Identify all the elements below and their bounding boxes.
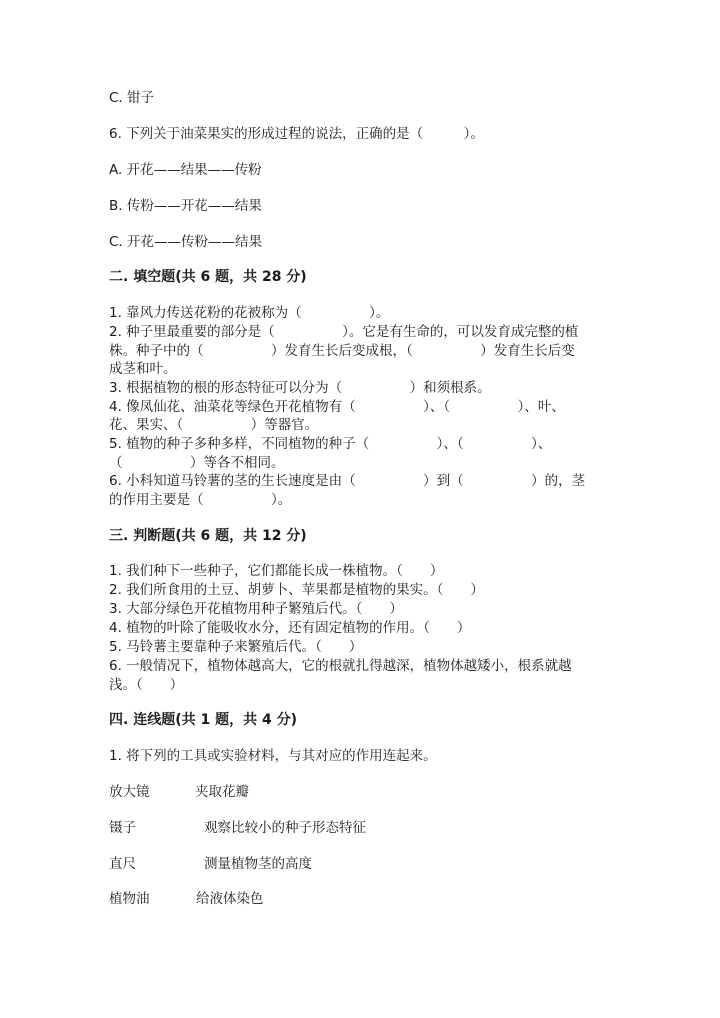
fill-line: 的作用主要是（ ）。 — [109, 492, 292, 508]
judge-line: 3. 大部分绿色开花植物用种子繁殖后代。（ ） — [109, 601, 403, 617]
match-question: 1. 将下列的工具或实验材料，与其对应的作用连起来。 — [109, 748, 437, 764]
fill-line: 4. 像凤仙花、油菜花等绿色开花植物有（ ）、（ ）、叶、 — [109, 399, 565, 415]
match-right-item: 给液体染色 — [196, 891, 264, 907]
judge-line: 6. 一般情况下，植物体越高大，它的根就扎得越深，植物体越矮小，根系就越 — [109, 658, 572, 674]
q6-option-a: A. 开花——结果——传粉 — [109, 162, 262, 178]
fill-line: 6. 小科知道马铃薯的茎的生长速度是由（ ）到（ ）的，茎 — [109, 473, 586, 489]
q6-option-b: B. 传粉——开花——结果 — [109, 198, 262, 214]
match-right-item: 观察比较小的种子形态特征 — [204, 820, 366, 836]
fill-line: （ ）等各不相同。 — [109, 455, 285, 471]
fill-section-heading: 二. 填空题(共 6 题，共 28 分) — [109, 269, 307, 285]
q5-option-c: C. 钳子 — [109, 90, 155, 106]
fill-line: 成茎和叶。 — [109, 361, 177, 377]
judge-line: 5. 马铃薯主要靠种子来繁殖后代。（ ） — [109, 639, 363, 655]
fill-line: 1. 靠风力传送花粉的花被称为（ ）。 — [109, 305, 390, 321]
fill-line: 5. 植物的种子多种多样，不同植物的种子（ ）、（ ）、 — [109, 436, 552, 452]
match-left-item: 放大镜 — [109, 784, 150, 800]
fill-line: 株。种子中的（ ）发育生长后变成根，（ ）发育生长后变 — [109, 343, 575, 359]
match-left-item: 镊子 — [109, 820, 136, 836]
match-right-item: 测量植物茎的高度 — [204, 856, 312, 872]
judge-line: 2. 我们所食用的土豆、胡萝卜、苹果都是植物的果实。（ ） — [109, 582, 484, 598]
fill-line: 花、果实、（ ）等器官。 — [109, 417, 319, 433]
judge-line: 浅。（ ） — [109, 677, 184, 693]
fill-line: 3. 根据植物的根的形态特征可以分为（ ）和须根系。 — [109, 380, 491, 396]
judge-line: 4. 植物的叶除了能吸收水分，还有固定植物的作用。（ ） — [109, 620, 471, 636]
judge-line: 1. 我们种下一些种子，它们都能长成一株植物。（ ） — [109, 563, 444, 579]
match-left-item: 直尺 — [109, 856, 136, 872]
q6-stem: 6. 下列关于油菜果实的形成过程的说法，正确的是（ ）。 — [109, 126, 484, 142]
match-section-heading: 四. 连线题(共 1 题，共 4 分) — [109, 712, 297, 728]
fill-line: 2. 种子里最重要的部分是（ ）。它是有生命的，可以发育成完整的植 — [109, 324, 579, 340]
match-right-item: 夹取花瓣 — [195, 784, 249, 800]
judge-section-heading: 三. 判断题(共 6 题，共 12 分) — [109, 528, 307, 544]
q6-option-c: C. 开花——传粉——结果 — [109, 234, 263, 250]
match-left-item: 植物油 — [109, 891, 150, 907]
